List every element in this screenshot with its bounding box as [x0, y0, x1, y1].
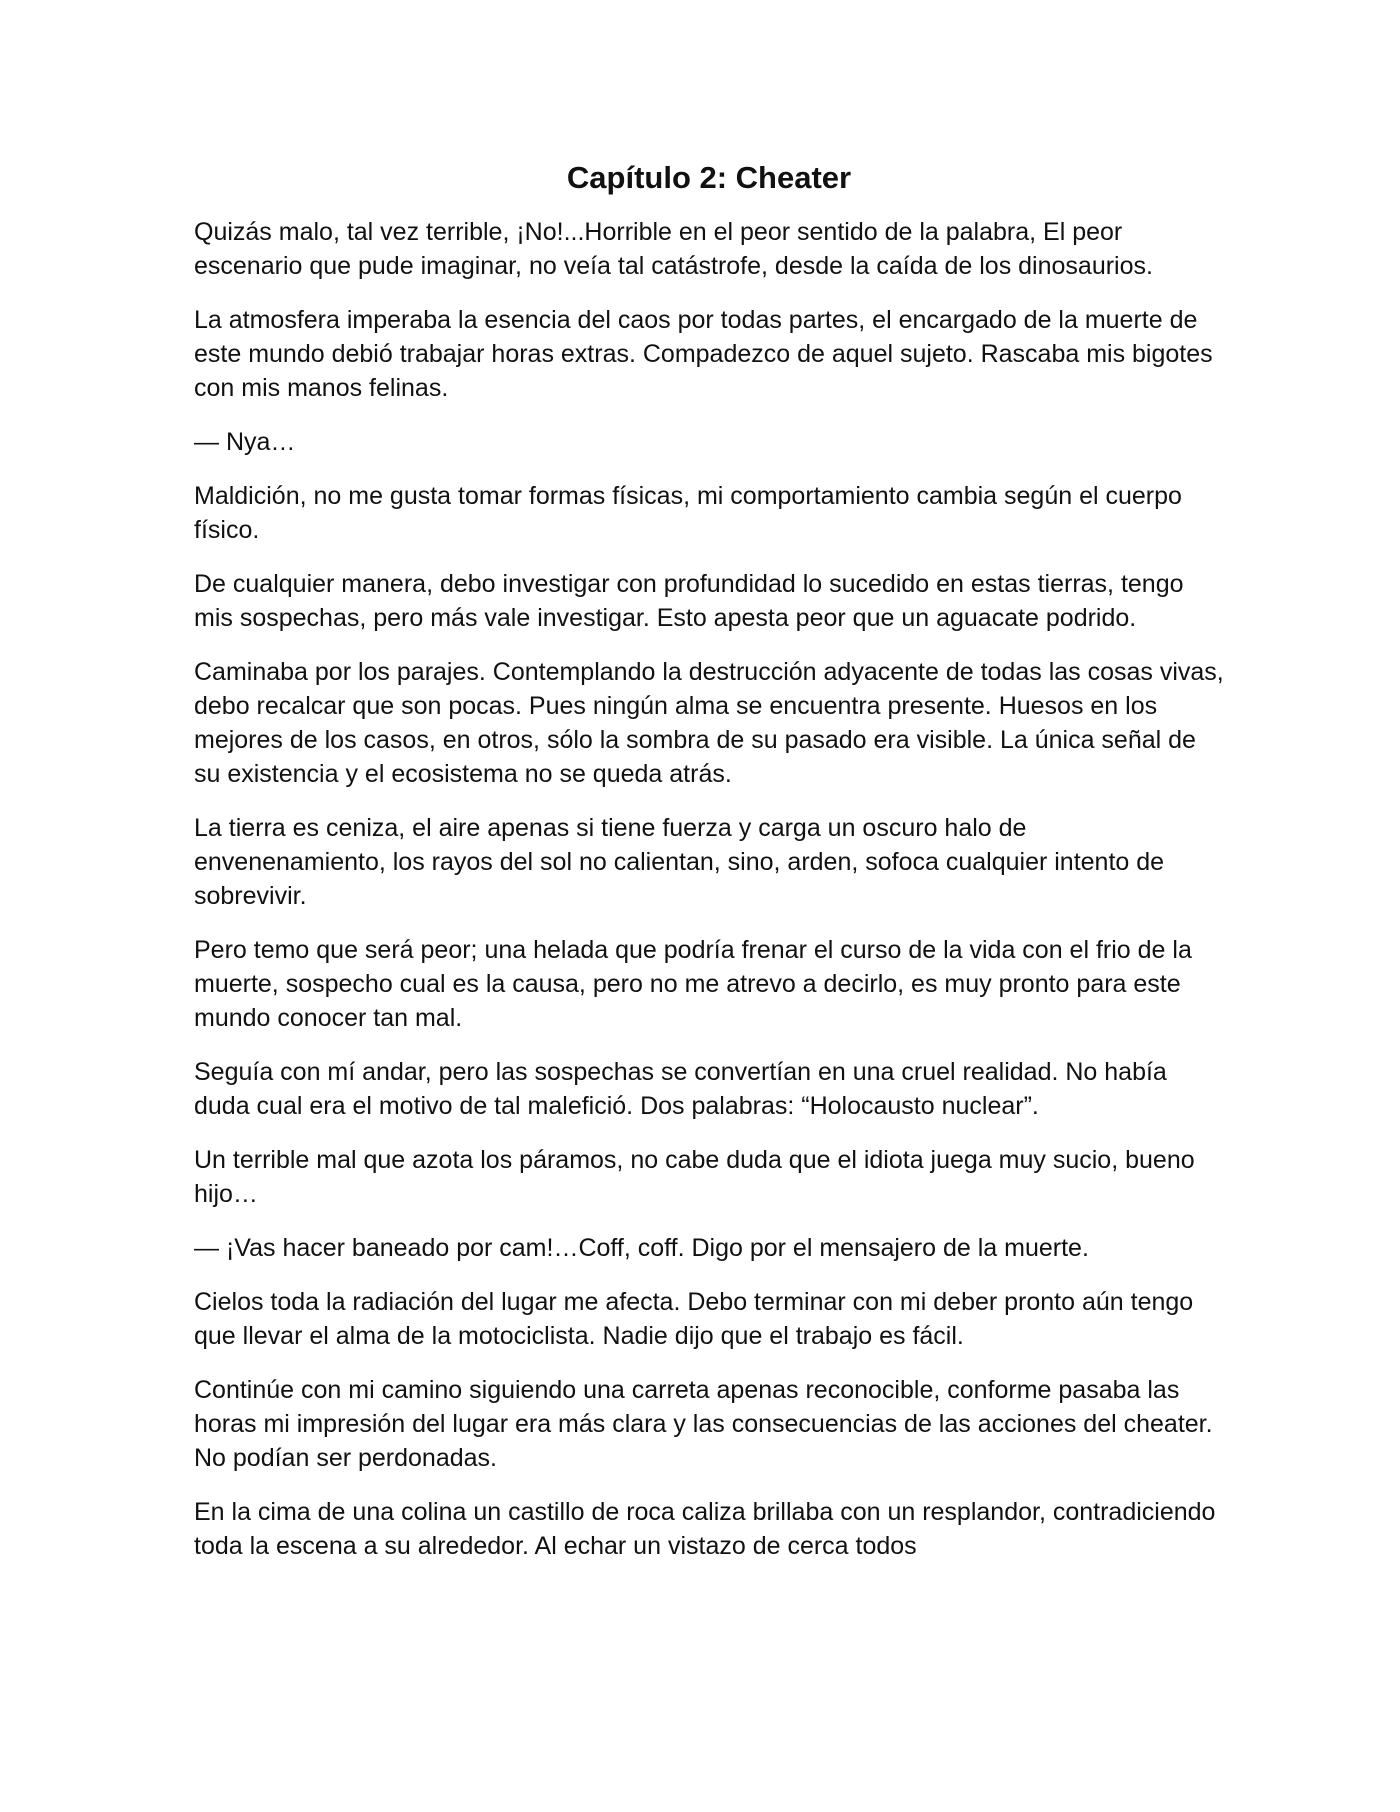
- paragraph-8: Pero temo que será peor; una helada que podría frenar el curso de la vida con el frio de la muerte, sospecho cual es la causa, pero no me atrevo a decirlo, es muy pronto para este mundo conocer tan mal.: [194, 936, 1192, 1032]
- paragraph-1: Quizás malo, tal vez terrible, ¡No!...Horrible en el peor sentido de la palabra, El peor escenario que pude imaginar, no veía tal catástrofe, desde la caída de los dinosaurios.: [194, 218, 1153, 280]
- chapter-title: Capítulo 2: Cheater: [566, 160, 852, 195]
- paragraph-10: Un terrible mal que azota los páramos, no cabe duda que el idiota juega muy sucio, bueno hijo…: [194, 1146, 1195, 1208]
- paragraph-4: Maldición, no me gusta tomar formas físicas, mi comportamiento cambia según el cuerpo físico.: [194, 482, 1182, 544]
- paragraph-3: — Nya…: [194, 428, 296, 456]
- document-body: [194, 157, 1224, 1583]
- paragraph-14: En la cima de una colina un castillo de roca caliza brillaba con un resplandor, contradiciendo toda la escena a su alrededor. Al echar un vistazo de cerca todos: [194, 1498, 1216, 1560]
- paragraph-12: Cielos toda la radiación del lugar me afecta. Debo terminar con mi deber pronto aún tengo que llevar el alma de la motociclista. Nadie dijo que el trabajo es fácil.: [194, 1288, 1194, 1350]
- paragraph-7: La tierra es ceniza, el aire apenas si tiene fuerza y carga un oscuro halo de envenenamiento, los rayos del sol no calientan, sino, arden, sofoca cualquier intento de sobrevivir.: [194, 814, 1165, 910]
- paragraph-11: — ¡Vas hacer baneado por cam!…Coff, coff. Digo por el mensajero de la muerte.: [194, 1234, 1089, 1262]
- paragraph-9: Seguía con mí andar, pero las sospechas se convertían en una cruel realidad. No había duda cual era el motivo de tal malefició. Dos palabras: “Holocausto nuclear”.: [194, 1058, 1167, 1120]
- paragraph-6: Caminaba por los parajes. Contemplando la destrucción adyacente de todas las cosas vivas, debo recalcar que son pocas. Pues ningún alma se encuentra presente. Huesos en los mejores de los casos, en otros, sólo la sombra de su pasado era visible. La única señal de su existencia y el ecosistema no se queda atrás.: [194, 658, 1224, 788]
- paragraph-2: La atmosfera imperaba la esencia del caos por todas partes, el encargado de la muerte de este mundo debió trabajar horas extras. Compadezco de aquel sujeto. Rascaba mis bigotes con mis manos felinas.: [194, 306, 1213, 402]
- paragraph-13: Continúe con mi camino siguiendo una carreta apenas reconocible, conforme pasaba las horas mi impresión del lugar era más clara y las consecuencias de las acciones del cheater. No podían ser perdonadas.: [194, 1376, 1213, 1472]
- paragraph-5: De cualquier manera, debo investigar con profundidad lo sucedido en estas tierras, tengo mis sospechas, pero más vale investigar. Esto apesta peor que un aguacate podrido.: [194, 570, 1184, 632]
